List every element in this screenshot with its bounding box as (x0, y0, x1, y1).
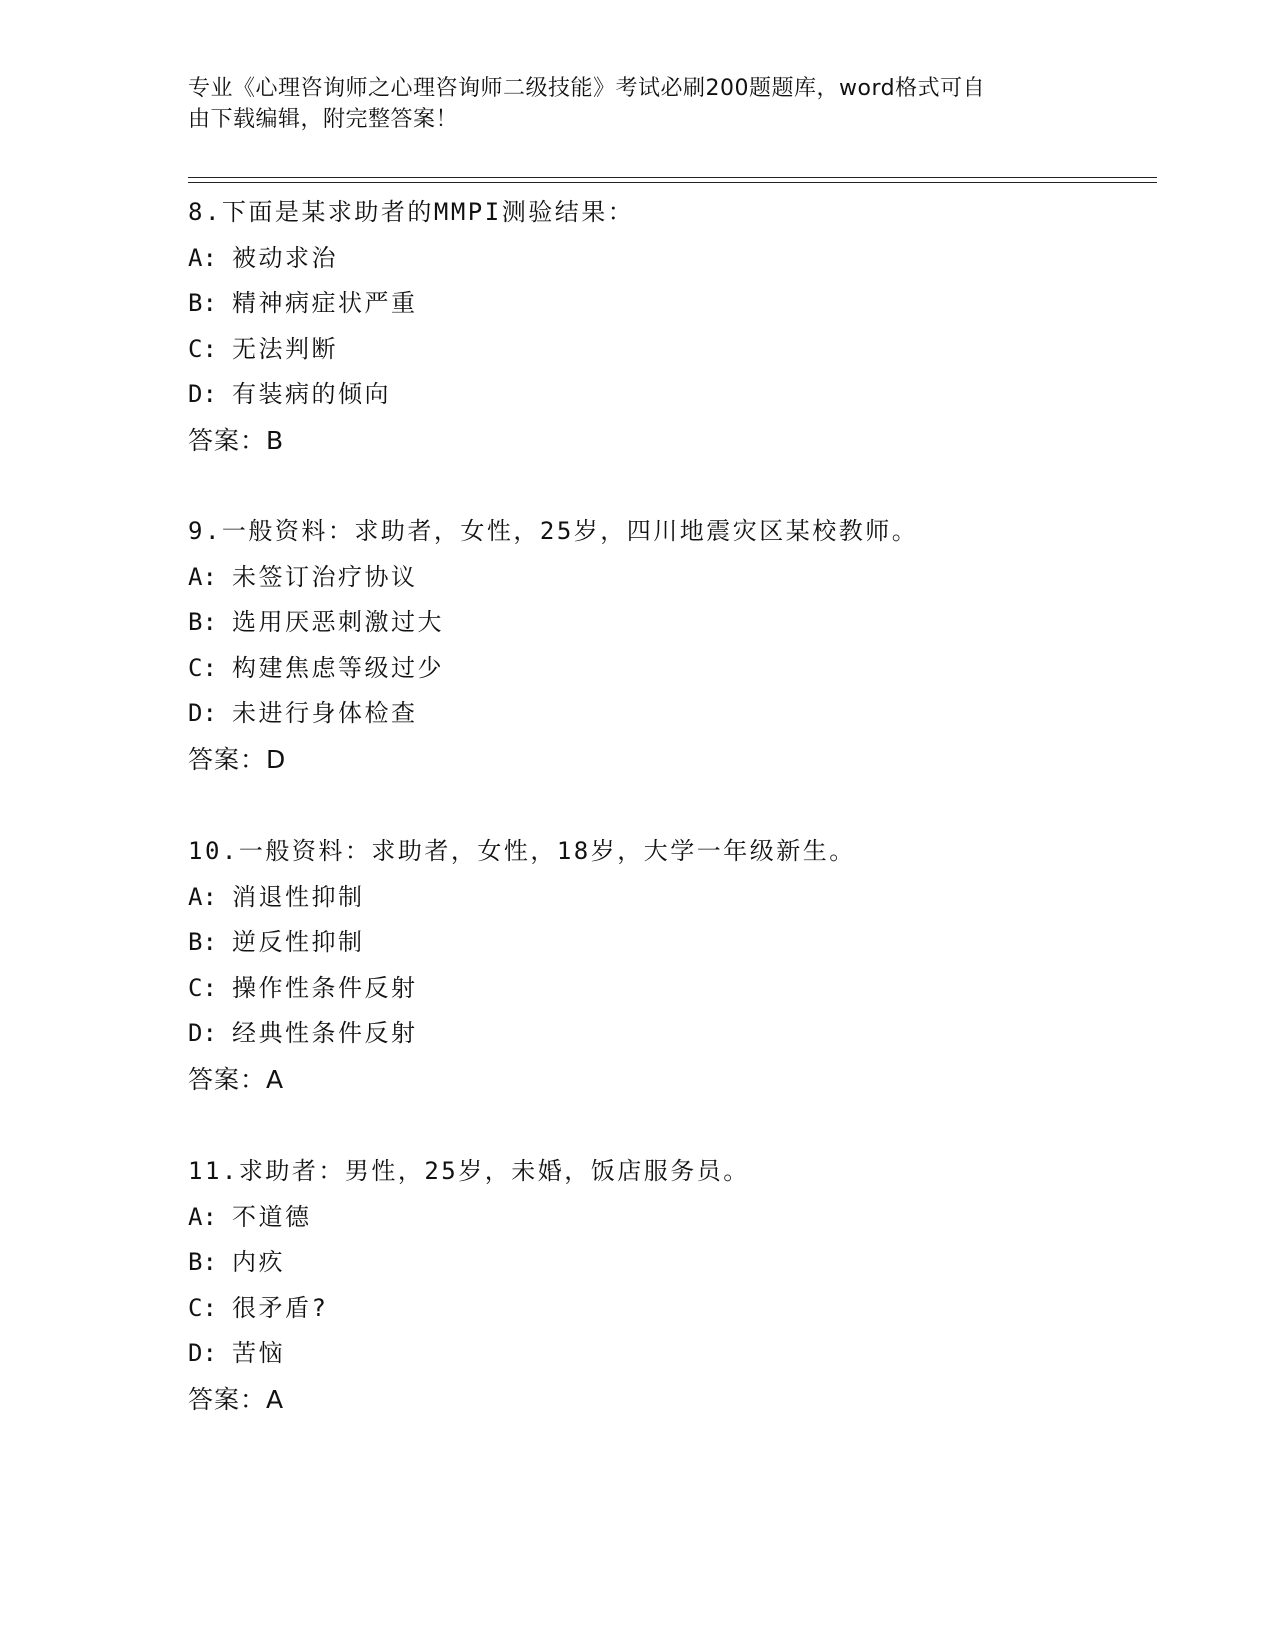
answer-line: 答案：A (188, 1384, 285, 1414)
option-b (188, 600, 1148, 646)
question-9 (188, 509, 1148, 783)
option-d (188, 372, 1148, 418)
option-text: 被动求治 (232, 243, 338, 272)
option-text: 不道德 (232, 1202, 312, 1231)
option-text: 选用厌恶刺激过大 (232, 608, 444, 636)
header-divider-top (188, 177, 1157, 178)
option-letter: D: (188, 1339, 217, 1367)
option-c (188, 1286, 1148, 1332)
question-stem: 10.一般资料：求助者，女性，18岁，大学一年级新生。 (188, 837, 856, 865)
option-text: 逆反性抑制 (232, 928, 365, 956)
option-d (188, 1011, 1148, 1057)
option-letter: C: (188, 334, 217, 363)
option-letter: B: (188, 608, 217, 636)
option-letter: D: (188, 380, 217, 408)
option-text: 未签订治疗协议 (232, 562, 418, 591)
option-text: 苦恼 (232, 1339, 285, 1367)
answer-line: 答案：B (188, 425, 285, 455)
option-d (188, 691, 1148, 737)
option-letter: C: (188, 973, 217, 1002)
option-a (188, 555, 1148, 601)
option-letter: C: (188, 653, 217, 682)
option-b (188, 920, 1148, 966)
option-letter: A: (188, 243, 217, 272)
option-letter: B: (188, 289, 217, 317)
question-11 (188, 1149, 1148, 1423)
option-a (188, 875, 1148, 921)
option-c (188, 646, 1148, 692)
answer-line: 答案：A (188, 1064, 285, 1094)
header-divider-bottom (188, 182, 1157, 183)
question-stem: 11.求助者：男性，25岁，未婚，饭店服务员。 (188, 1157, 750, 1185)
answer-line: 答案：D (188, 744, 287, 774)
option-text: 经典性条件反射 (232, 1019, 418, 1047)
question-10 (188, 829, 1148, 1103)
option-letter: A: (188, 1202, 217, 1231)
question-stem: 8.下面是某求助者的MMPI测验结果： (188, 198, 635, 226)
option-letter: C: (188, 1293, 217, 1322)
option-text: 消退性抑制 (232, 882, 365, 911)
option-c (188, 966, 1148, 1012)
option-text: 内疚 (232, 1248, 285, 1276)
option-text: 操作性条件反射 (232, 973, 418, 1002)
header-line-1: 专业《心理咨询师之心理咨询师二级技能》考试必刷200题题库，word格式可自 (188, 76, 986, 101)
option-letter: A: (188, 562, 217, 591)
option-b (188, 281, 1148, 327)
option-text: 很矛盾? (232, 1293, 329, 1322)
option-text: 精神病症状严重 (232, 289, 418, 317)
option-letter: D: (188, 1019, 217, 1047)
question-8 (188, 190, 1148, 464)
option-letter: B: (188, 1248, 217, 1276)
option-letter: B: (188, 928, 217, 956)
option-text: 无法判断 (232, 334, 338, 363)
option-c (188, 327, 1148, 373)
option-d (188, 1331, 1148, 1377)
option-b (188, 1240, 1148, 1286)
document-header (188, 73, 1068, 135)
option-text: 有装病的倾向 (232, 380, 391, 408)
question-stem: 9.一般资料：求助者，女性，25岁，四川地震灾区某校教师。 (188, 517, 919, 545)
option-letter: A: (188, 882, 217, 911)
option-text: 构建焦虑等级过少 (232, 653, 444, 682)
header-line-2: 由下载编辑，附完整答案！ (188, 107, 459, 132)
option-text: 未进行身体检查 (232, 699, 418, 727)
option-a (188, 236, 1148, 282)
option-letter: D: (188, 699, 217, 727)
option-a (188, 1195, 1148, 1241)
